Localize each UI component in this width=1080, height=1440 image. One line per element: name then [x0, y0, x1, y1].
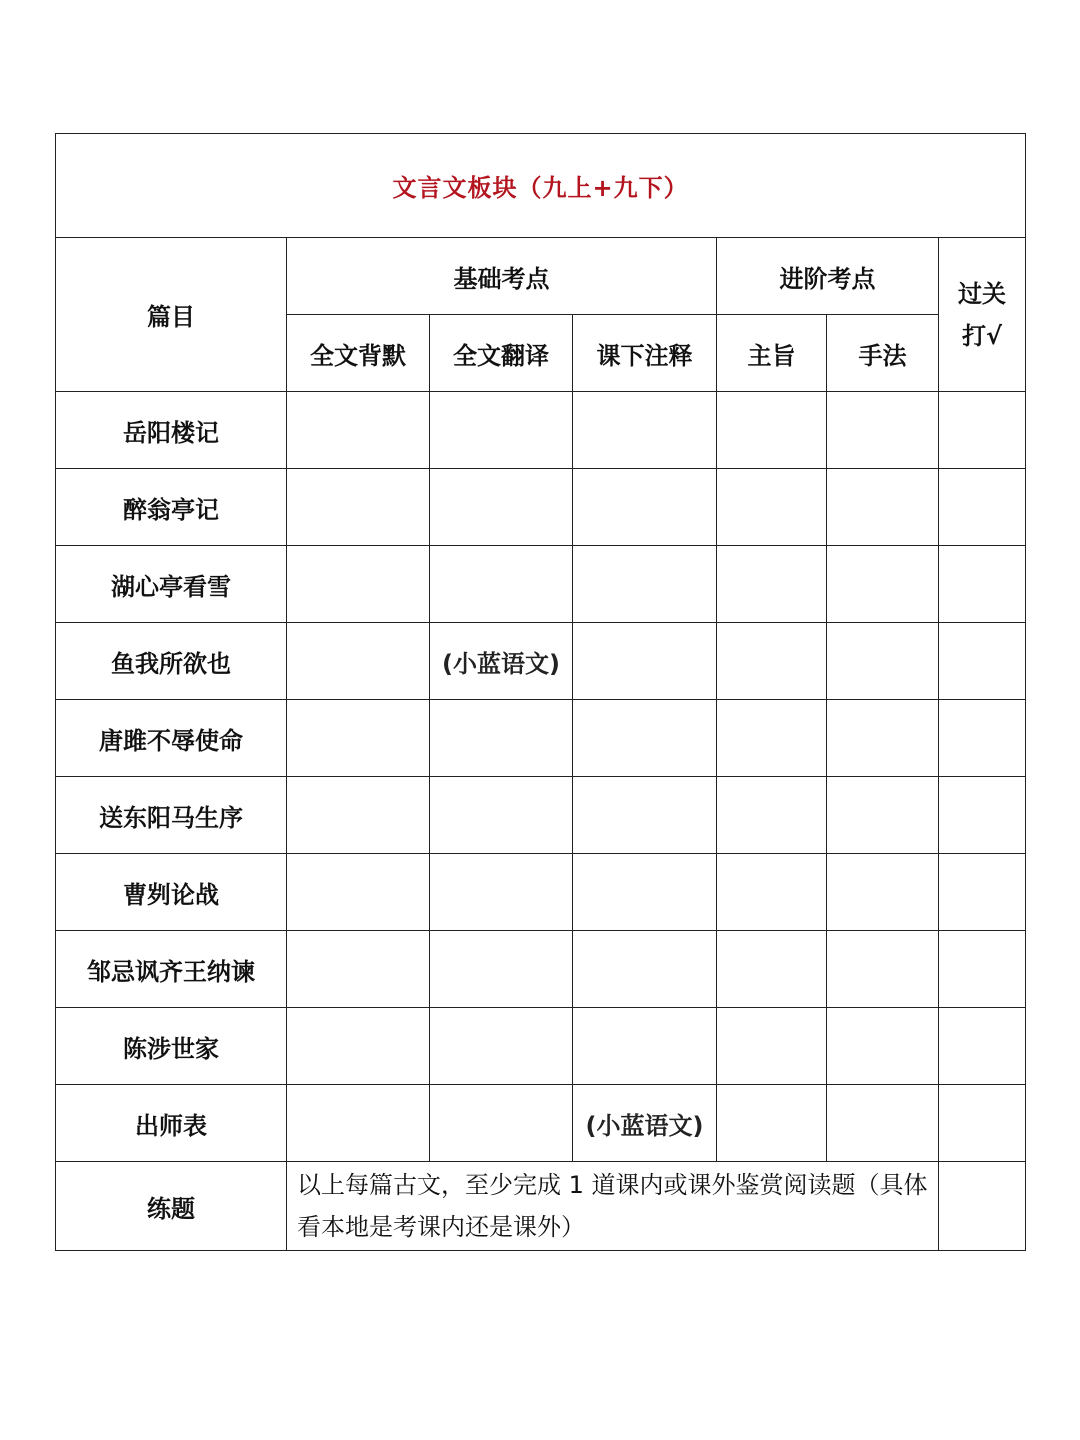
check-cell[interactable]	[430, 1085, 573, 1162]
header-pass-line2: 打√	[962, 321, 1003, 350]
check-cell[interactable]	[717, 777, 827, 854]
header-basic-group: 基础考点	[287, 238, 717, 315]
check-cell[interactable]	[827, 931, 939, 1008]
row-title: 出师表	[56, 1085, 287, 1162]
check-cell[interactable]	[430, 700, 573, 777]
check-cell[interactable]	[573, 392, 717, 469]
table-row	[56, 1085, 1026, 1162]
check-cell[interactable]	[287, 469, 430, 546]
check-cell[interactable]	[827, 700, 939, 777]
row-title: 曹刿论战	[56, 854, 287, 931]
check-cell[interactable]	[573, 777, 717, 854]
header-pass-col	[939, 238, 1026, 392]
check-cell[interactable]	[430, 931, 573, 1008]
table-row	[56, 931, 1026, 1008]
check-cell[interactable]	[827, 392, 939, 469]
check-cell[interactable]	[430, 469, 573, 546]
header-pass-line1: 过关	[958, 279, 1007, 308]
check-cell[interactable]	[573, 546, 717, 623]
header-title-col: 篇目	[56, 238, 287, 392]
row-title: 送东阳马生序	[56, 777, 287, 854]
table-row	[56, 623, 1026, 700]
check-cell[interactable]	[717, 623, 827, 700]
row-title: 唐雎不辱使命	[56, 700, 287, 777]
check-cell[interactable]	[573, 623, 717, 700]
check-cell[interactable]	[717, 1008, 827, 1085]
pass-check-cell[interactable]	[939, 777, 1026, 854]
check-cell[interactable]	[430, 854, 573, 931]
header-annotation: 课下注释	[573, 315, 717, 392]
table-row	[56, 1008, 1026, 1085]
check-cell[interactable]	[287, 700, 430, 777]
pass-check-cell[interactable]	[939, 1085, 1026, 1162]
table-row	[56, 392, 1026, 469]
check-cell[interactable]	[827, 623, 939, 700]
header-technique: 手法	[827, 315, 939, 392]
check-cell[interactable]	[287, 777, 430, 854]
check-cell[interactable]	[717, 854, 827, 931]
check-cell[interactable]	[287, 1085, 430, 1162]
table-title: 文言文板块（九上+九下）	[56, 134, 1026, 238]
header-translate: 全文翻译	[430, 315, 573, 392]
check-cell[interactable]	[827, 1008, 939, 1085]
pass-check-cell[interactable]	[939, 546, 1026, 623]
check-cell[interactable]	[430, 546, 573, 623]
row-title: 湖心亭看雪	[56, 546, 287, 623]
pass-check-cell[interactable]	[939, 623, 1026, 700]
pass-check-cell[interactable]	[939, 469, 1026, 546]
check-cell[interactable]	[717, 700, 827, 777]
watermark-note: (小蓝语文)	[430, 623, 573, 700]
check-cell[interactable]	[573, 700, 717, 777]
row-title: 陈涉世家	[56, 1008, 287, 1085]
check-cell[interactable]	[287, 623, 430, 700]
check-cell[interactable]	[430, 1008, 573, 1085]
table-row	[56, 854, 1026, 931]
table-row	[56, 546, 1026, 623]
header-recite: 全文背默	[287, 315, 430, 392]
table-row	[56, 469, 1026, 546]
check-cell[interactable]	[573, 469, 717, 546]
row-title: 邹忌讽齐王纳谏	[56, 931, 287, 1008]
check-cell[interactable]	[287, 546, 430, 623]
check-cell[interactable]	[827, 469, 939, 546]
check-cell[interactable]	[430, 392, 573, 469]
check-cell[interactable]	[717, 469, 827, 546]
check-cell[interactable]	[827, 777, 939, 854]
practice-label: 练题	[56, 1162, 287, 1251]
practice-row	[56, 1162, 1026, 1251]
check-cell[interactable]	[573, 931, 717, 1008]
check-cell[interactable]	[717, 931, 827, 1008]
classical-chinese-checklist-table	[55, 133, 1026, 1251]
check-cell[interactable]	[717, 1085, 827, 1162]
row-title: 鱼我所欲也	[56, 623, 287, 700]
pass-check-cell[interactable]	[939, 1162, 1026, 1251]
pass-check-cell[interactable]	[939, 931, 1026, 1008]
header-theme: 主旨	[717, 315, 827, 392]
check-cell[interactable]	[827, 854, 939, 931]
check-cell[interactable]	[827, 546, 939, 623]
check-cell[interactable]	[287, 931, 430, 1008]
pass-check-cell[interactable]	[939, 1008, 1026, 1085]
watermark-note: (小蓝语文)	[573, 1085, 717, 1162]
check-cell[interactable]	[717, 546, 827, 623]
check-cell[interactable]	[287, 1008, 430, 1085]
header-advanced-group: 进阶考点	[717, 238, 939, 315]
check-cell[interactable]	[573, 854, 717, 931]
pass-check-cell[interactable]	[939, 854, 1026, 931]
row-title: 岳阳楼记	[56, 392, 287, 469]
check-cell[interactable]	[573, 1008, 717, 1085]
check-cell[interactable]	[827, 1085, 939, 1162]
check-cell[interactable]	[287, 392, 430, 469]
practice-instruction: 以上每篇古文，至少完成 1 道课内或课外鉴赏阅读题（具体看本地是考课内还是课外）	[287, 1162, 939, 1251]
pass-check-cell[interactable]	[939, 392, 1026, 469]
check-cell[interactable]	[430, 777, 573, 854]
check-cell[interactable]	[717, 392, 827, 469]
check-cell[interactable]	[287, 854, 430, 931]
table-row	[56, 700, 1026, 777]
row-title: 醉翁亭记	[56, 469, 287, 546]
pass-check-cell[interactable]	[939, 700, 1026, 777]
table-row	[56, 777, 1026, 854]
